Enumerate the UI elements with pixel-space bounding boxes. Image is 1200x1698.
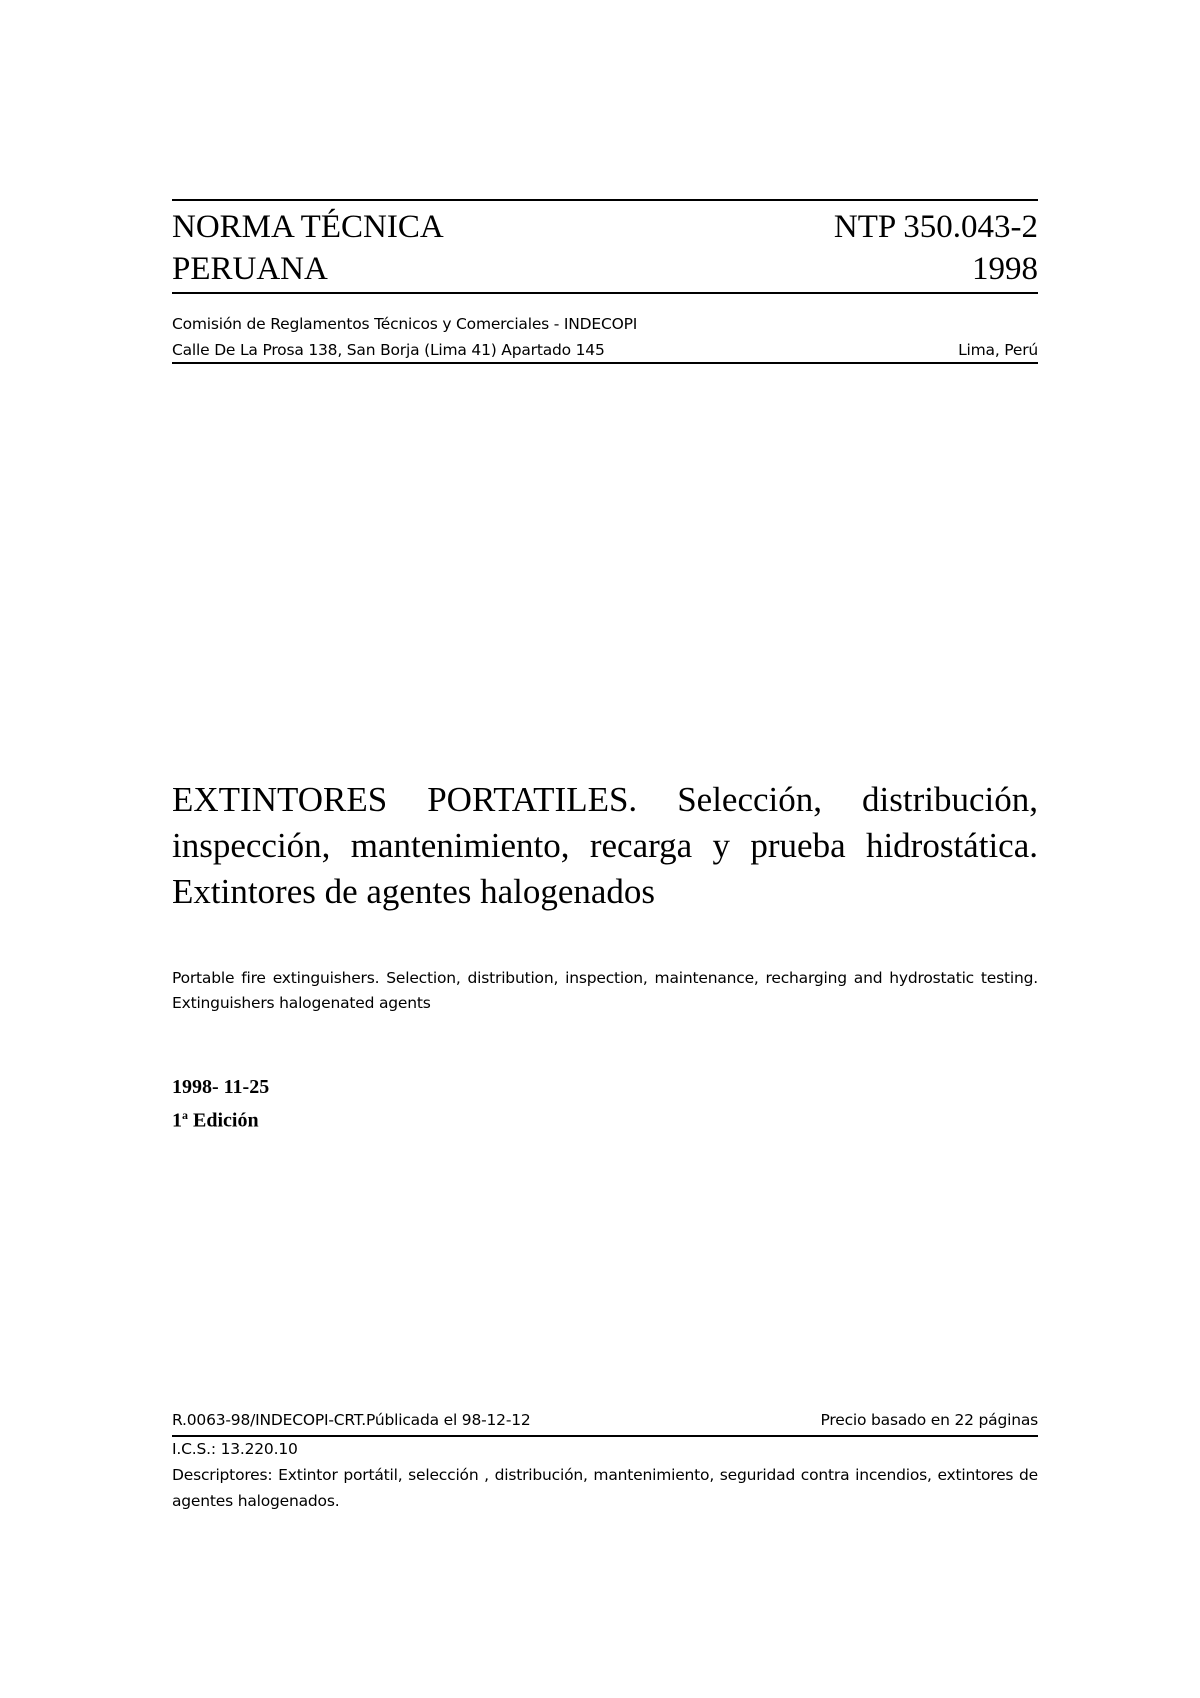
commission-city: Lima, Perú xyxy=(958,341,1038,359)
document-subtitle-english: Portable fire extinguishers. Selection, distribution, inspection, maintenance, recharging and hydrostatic testing. Extinguishers halogenated agents xyxy=(172,969,1038,1012)
header-bottom-rule xyxy=(172,292,1038,294)
standard-type-line1: NORMA TÉCNICA xyxy=(172,209,444,245)
edition xyxy=(172,1101,1038,1135)
publication-date: 1998- 11-25 xyxy=(172,1076,270,1098)
document-title: EXTINTORES PORTATILES. Selección, distribución, inspección, mantenimiento, recarga y prueba hidrostática. Extintores de agentes halogenados xyxy=(172,780,1038,911)
commission-block xyxy=(172,311,1038,363)
edition-label: Edición xyxy=(188,1109,259,1132)
edition-number: 1 xyxy=(172,1109,182,1132)
edition-superscript: a xyxy=(182,1108,188,1122)
ics-code: I.C.S.: 13.220.10 xyxy=(172,1440,298,1458)
standard-year: 1998 xyxy=(972,251,1038,287)
commission-bottom-rule xyxy=(172,362,1038,364)
footer-resolution-row xyxy=(172,1408,1038,1432)
header-row-2 xyxy=(172,248,1038,290)
footer-block xyxy=(172,1436,1038,1514)
date-edition-block xyxy=(172,1073,1038,1135)
descriptors: Descriptores: Extintor portátil, selección , distribución, mantenimiento, seguridad contra incendios, extintores de agentes halogenados. xyxy=(172,1466,1038,1510)
commission-address-row xyxy=(172,337,1038,363)
header-row-1 xyxy=(172,206,1038,248)
standard-code: NTP 350.043-2 xyxy=(833,209,1038,245)
header-top-rule xyxy=(172,199,1038,201)
commission-name: Comisión de Reglamentos Técnicos y Comerciales - INDECOPI xyxy=(172,315,638,333)
commission-address: Calle De La Prosa 138, San Borja (Lima 41) Apartado 145 xyxy=(172,341,605,359)
standard-header xyxy=(172,206,1038,290)
resolution-price-row xyxy=(172,1408,1038,1432)
resolution-reference: R.0063-98/INDECOPI-CRT.Públicada el 98-12-12 xyxy=(172,1411,531,1429)
standard-type-line2: PERUANA xyxy=(172,251,328,287)
price-note: Precio basado en 22 páginas xyxy=(820,1411,1038,1429)
